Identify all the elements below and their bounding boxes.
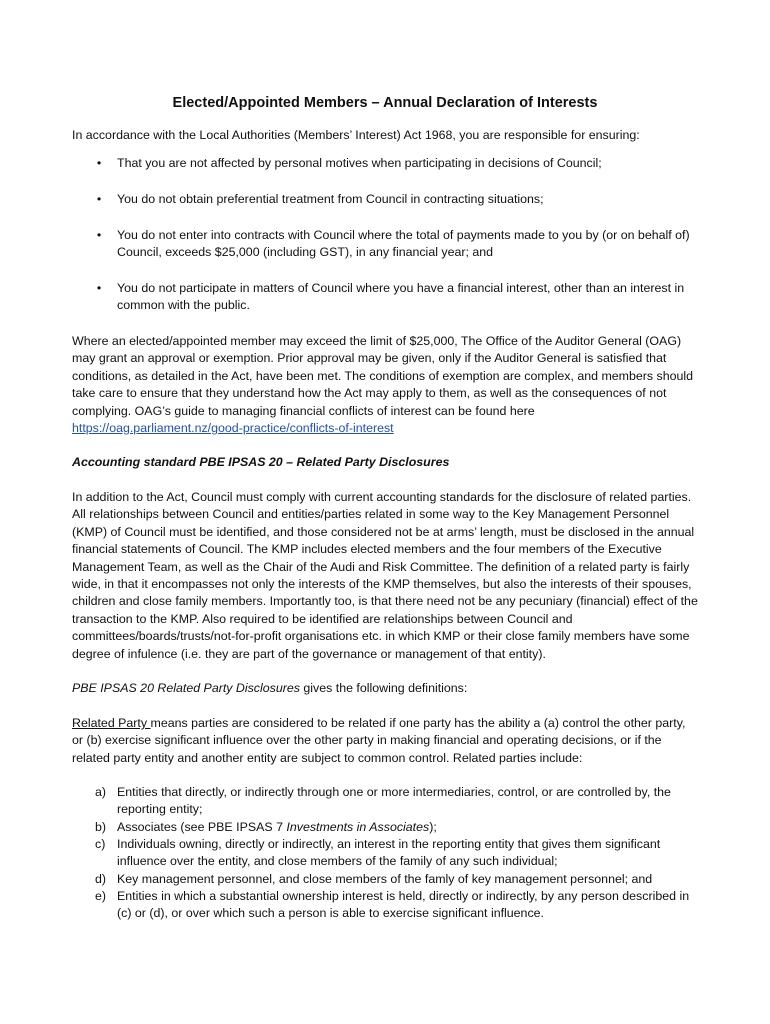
list-text: Entities in which a substantial ownership interest is held, directly or indirectly, by any person described in (c) or (d), or over which such a person is able to exercise significant influence. [117, 889, 690, 921]
oag-conflicts-link[interactable]: https://oag.parliament.nz/good-practice/conflicts-of-interest [72, 421, 394, 436]
bullet-icon: • [96, 156, 102, 170]
section-heading: Accounting standard PBE IPSAS 20 – Related Party Disclosures [72, 455, 450, 469]
oag-paragraph-text: Where an elected/appointed member may exceed the limit of $25,000, The Office of the Auditor General (OAG) may grant an approval or exemption. Prior approval may be given, only if the Auditor General is satisfied that conditions, as detailed in the Act, have been met. The conditions of exemption are complex, and members should take care to ensure that they understand how the Act may apply to them, as well as the consequences of not complying. OAG’s guide to managing financial conflicts of interest can be found here [72, 334, 694, 418]
list-text: Key management personnel, and close members of the famly of key management personnel; and [117, 872, 653, 886]
page-title: Elected/Appointed Members – Annual Declaration of Interests [172, 95, 598, 111]
bullet-text: You do not obtain preferential treatment from Council in contracting situations; [117, 192, 544, 206]
bullet-text: You do not participate in matters of Council where you have a financial interest, other than an interest in common with the public. [117, 281, 685, 313]
bullet-icon: • [96, 228, 102, 242]
list-text-part: ); [429, 820, 437, 834]
bullet-text: That you are not affected by personal motives when participating in decisions of Council; [117, 156, 602, 170]
definitions-intro-text: gives the following definitions: [299, 681, 468, 695]
list-letter: e) [95, 889, 107, 903]
ipsas-paragraph: In addition to the Act, Council must comply with current accounting standards for the disclosure of related parties. All relationships between Council and entities/parties related in some way to the Key Management Personnel (KMP) of Council must be identified, and those considered not be at arms’ length, must be disclosed in the annual financial statements of Council. The KMP includes elected members and the four members of the Executive Management Team, as well as the Chair of the Audi and Risk Committee. The definition of a related party is fairly wide, in that it encompasses not only the interests of the KMP themselves, but also the interests of their spouses, children and close family members. Importantly too, is that there need not be any pecuniary (financial) effect of the transaction to the KMP. Also required to be identified are relationships between Council and committees/boards/trusts/not-for-profit organisations etc. in which KMP or their close family members have some degree of infulence (i.e. they are part of the governance or management of that entity). [72, 490, 698, 661]
list-letter: a) [95, 785, 107, 799]
bullet-icon: • [96, 192, 102, 206]
related-party-paragraph [72, 715, 698, 767]
intro-paragraph: In accordance with the Local Authorities (Members’ Interest) Act 1968, you are responsible for ensuring: [72, 128, 640, 142]
list-letter: d) [95, 872, 107, 886]
list-text: Entities that directly, or indirectly through one or more intermediaries, control, or are controlled by, the reporting entity; [117, 785, 671, 817]
list-text [117, 819, 697, 836]
oag-paragraph [72, 333, 698, 437]
definitions-intro [72, 680, 698, 697]
bullet-icon: • [96, 281, 102, 295]
list-text-part: Associates (see PBE IPSAS 7 [117, 820, 287, 834]
list-letter: c) [95, 837, 106, 851]
bullet-text: You do not enter into contracts with Council where the total of payments made to you by (or on behalf of) Council, exceeds $25,000 (including GST), in any financial year; and [117, 228, 690, 260]
standard-title: PBE IPSAS 20 Related Party Disclosures [72, 681, 300, 695]
list-text: Individuals owning, directly or indirectly, an interest in the reporting entity that gives them significant influence over the entity, and close members of the family of any such individual; [117, 837, 661, 869]
list-letter: b) [95, 820, 107, 834]
related-party-term: Related Party [72, 716, 151, 730]
related-party-definition: means parties are considered to be related if one party has the ability a (a) control the other party, or (b) exercise significant influence over the other party in making financial and operating decisions, or if the related party entity and another entity are subject to common control. Related parties include: [72, 716, 686, 765]
list-text-italic: Investments in Associates [286, 820, 430, 834]
